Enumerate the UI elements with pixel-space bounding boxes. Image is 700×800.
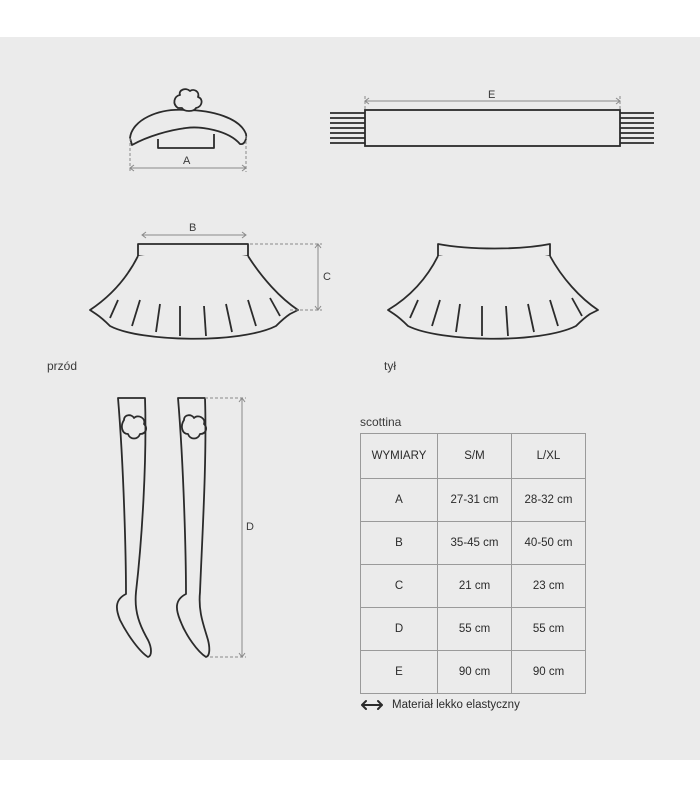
legend-text: Materiał lekko elastyczny [392,699,520,711]
table-cell: 27-31 cm [438,479,512,522]
table-cell: 90 cm [438,651,512,694]
label-d: D [246,521,254,533]
view-label-front: przód [47,359,78,373]
header-cell: S/M [438,434,512,479]
table-row [361,565,586,608]
table-cell: 40-50 cm [512,522,586,565]
table-cell: 90 cm [512,651,586,694]
table-row [361,479,586,522]
double-arrow-icon [360,699,384,711]
table-cell: 35-45 cm [438,522,512,565]
table-cell: 55 cm [438,608,512,651]
table-title: scottina [360,415,402,429]
scarf-drawing [330,110,654,146]
table-header-row [361,434,586,479]
table-cell: 23 cm [512,565,586,608]
label-b: B [189,222,197,234]
table-cell: E [361,651,438,694]
skirt-front-drawing [90,244,298,339]
dimension-d [205,398,246,657]
header-cell: L/XL [512,434,586,479]
table-row [361,651,586,694]
beret-drawing [130,89,246,148]
label-c: C [323,271,331,283]
table-row [361,522,586,565]
size-table [360,433,586,694]
table-cell: A [361,479,438,522]
skirt-back-drawing [388,244,598,339]
stocking-right-drawing [177,398,209,657]
table-cell: 21 cm [438,565,512,608]
label-a: A [183,155,191,167]
table-row [361,608,586,651]
legend [360,698,520,712]
table-cell: B [361,522,438,565]
header-cell: WYMIARY [361,434,438,479]
table-cell: 28-32 cm [512,479,586,522]
label-e: E [488,89,496,101]
table-cell: C [361,565,438,608]
table-cell: D [361,608,438,651]
stocking-left-drawing [117,398,151,657]
table-cell: 55 cm [512,608,586,651]
view-label-back: tył [384,359,396,373]
